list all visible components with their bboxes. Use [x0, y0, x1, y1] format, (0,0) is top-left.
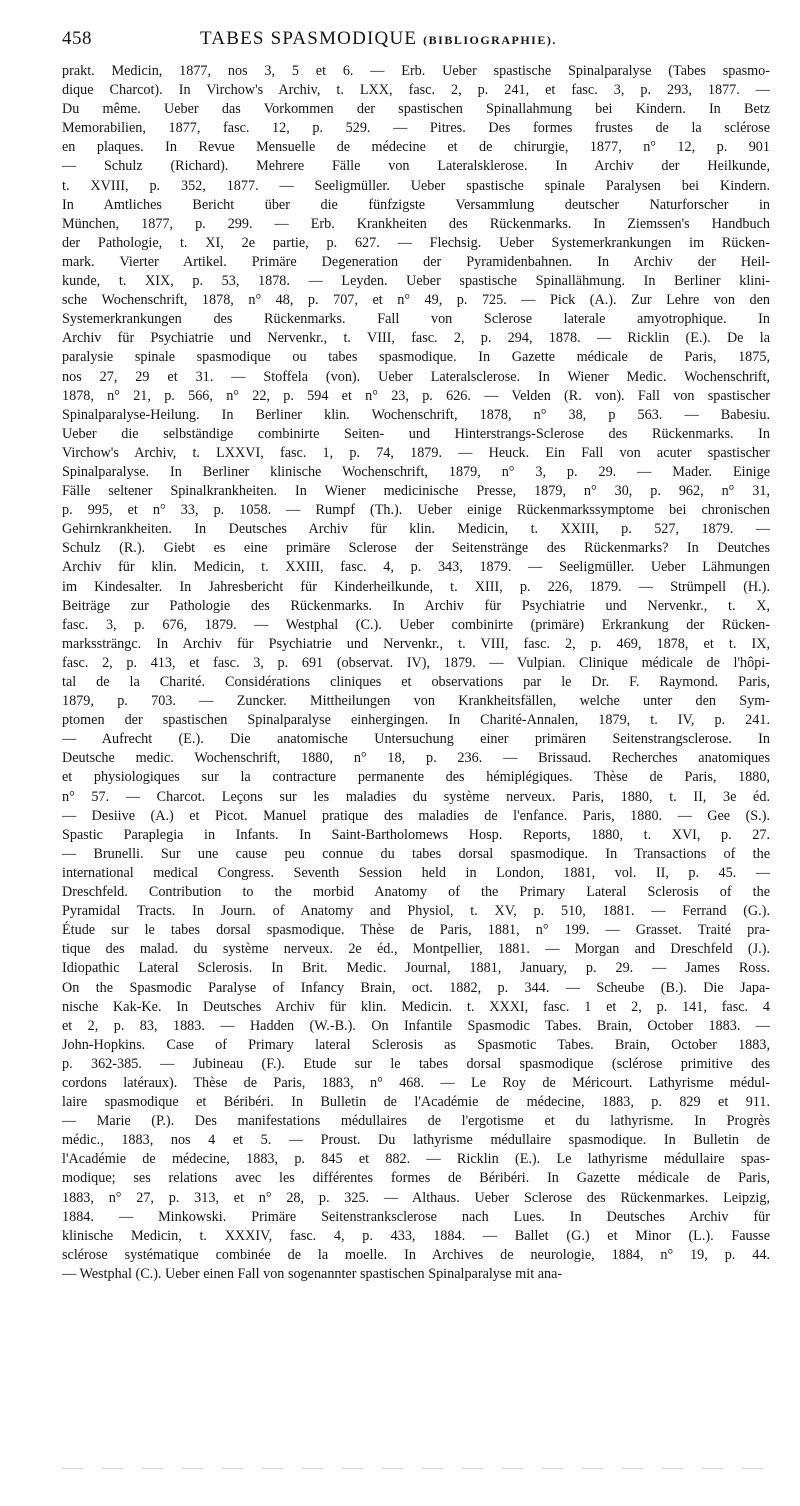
text-line: München, 1877, p. 299. — Erb. Krankheiten des Rückenmarks. In Ziemssen's Handbuch	[62, 215, 770, 232]
text-line: et 2, p. 83, 1883. — Hadden (W.-B.). On Infantile Spasmodic Tabes. Brain, October 1883. —	[62, 1017, 770, 1034]
text-line: Pyramidal Tracts. In Journ. of Anatomy and Physiol, t. XV, p. 510, 1881. — Ferrand (G.).	[62, 903, 770, 920]
text-line: nos 27, 29 et 31. — Stoffela (von). Ueber Lateralsclerose. In Wiener Medic. Wochenschrift,	[62, 368, 770, 385]
text-line: sche Wochenschrift, 1878, n° 48, p. 707, et n° 49, p. 725. — Pick (A.). Zur Lehre von den	[62, 292, 770, 309]
text-line: modique; ses relations avec les différentes formes de Béribéri. In Gazette médicale de Paris,	[62, 1170, 770, 1187]
text-line: en plaques. In Revue Mensuelle de médecine et de chirurgie, 1877, n° 12, p. 901	[62, 139, 770, 156]
text-line: Beiträge zur Pathologie des Rückenmarks. In Archiv für Psychiatrie und Nervenkr., t. X,	[62, 597, 770, 614]
text-line: 1883, n° 27, p. 313, et n° 28, p. 325. — Althaus. Ueber Sclerose des Rückenmarkes. Leipzig,	[62, 1189, 770, 1206]
text-line: Fälle seltener Spinalkrankheiten. In Wiener medicinische Presse, 1879, n° 30, p. 962, n° 31,	[62, 483, 770, 500]
text-line: p. 995, et n° 33, p. 1058. — Rumpf (Th.). Ueber einige Rückenmarkssymptome bei chronischen	[62, 502, 770, 519]
bibliography-body	[62, 62, 770, 1284]
text-line: nische Kak-Ke. In Deutsches Archiv für klin. Medicin. t. XXXI, fasc. 1 et 2, p. 141, fasc. 4	[62, 998, 770, 1015]
bleed-through-rule	[62, 1468, 770, 1469]
text-line: Du même. Ueber das Vorkommen der spastischen Spinallahmung bei Kindern. In Betz	[62, 101, 770, 118]
title-text: TABES SPASMODIQUE	[200, 28, 418, 49]
text-line: paralysie spinale spasmodique ou tabes spasmodique. In Gazette médicale de Paris, 1875,	[62, 349, 770, 366]
text-line: Systemerkrankungen des Rückenmarks. Fall von Sclerose laterale amyotrophique. In	[62, 311, 770, 328]
text-line: Gehirnkrankheiten. In Deutsches Archiv für klin. Medicin, t. XXIII, p. 527, 1879. —	[62, 521, 770, 538]
text-line: — Aufrecht (E.). Die anatomische Untersuchung einer primären Seitenstrangsclerose. In	[62, 731, 770, 748]
page-number: 458	[62, 28, 92, 49]
text-line: Spinalparalyse. In Berliner klinische Wochenschrift, 1879, n° 3, p. 29. — Mader. Einige	[62, 463, 770, 480]
text-line: Idiopathic Lateral Sclerosis. In Brit. Medic. Journal, 1881, January, p. 29. — James Ross.	[62, 960, 770, 977]
subtitle-text: (BIBLIOGRAPHIE).	[423, 33, 557, 47]
text-line: Virchow's Archiv, t. LXXVI, fasc. 1, p. 74, 1879. — Heuck. Ein Fall von acuter spastischer	[62, 444, 770, 461]
text-line: 1878, n° 21, p. 566, n° 22, p. 594 et n° 23, p. 626. — Velden (R. von). Fall von spastischer	[62, 387, 770, 404]
text-line: — Desiive (A.) et Picot. Manuel pratique des maladies de l'enfance. Paris, 1880. — Gee (S.).	[62, 807, 770, 824]
text-line: — Westphal (C.). Ueber einen Fall von sogenannter spastischen Spinalparalyse mit ana-	[62, 1265, 563, 1282]
text-line: John-Hopkins. Case of Primary lateral Sclerosis as Spasmotic Tabes. Brain, October 1883,	[62, 1036, 770, 1053]
text-line: fasc. 3, p. 676, 1879. — Westphal (C.). Ueber combinirte (primäre) Erkrankung der Rücken-	[62, 616, 770, 633]
text-line: et physiologiques sur la contracture permanente des hémiplégiques. Thèse de Paris, 1880,	[62, 769, 770, 786]
text-line: Archiv für klin. Medicin, t. XXIII, fasc. 4, p. 343, 1879. — Seeligmüller. Ueber Lähmungen	[62, 559, 770, 576]
text-line: Ueber die selbständige combinirte Seiten- und Hinterstrangs-Sclerose des Rückenmarks. In	[62, 425, 770, 442]
text-line: tal de la Charité. Considérations cliniques et observations par le Dr. F. Raymond. Paris,	[62, 674, 770, 690]
text-line: dique Charcot). In Virchow's Archiv, t. LXX, fasc. 2, p. 241, et fasc. 3, p. 293, 1877. —	[62, 82, 770, 99]
text-line: mark. Vierter Artikel. Primäre Degeneration der Pyramidenbahnen. In Archiv der Heil-	[62, 253, 770, 270]
page	[62, 28, 770, 1284]
text-line: sclérose systématique combinée de la moelle. In Archives de neurologie, 1884, n° 19, p. 44.	[62, 1246, 770, 1263]
text-line: Étude sur le tabes dorsal spasmodique. Thèse de Paris, 1881, n° 199. — Grasset. Traité pra-	[62, 922, 770, 939]
text-line: im Kindesalter. In Jahresbericht für Kinderheilkunde, t. XIII, p. 226, 1879. — Strümpell (H.).	[62, 578, 770, 595]
text-line: t. XVIII, p. 352, 1877. — Seeligmüller. Ueber spastische spinale Paralysen bei Kindern.	[62, 177, 770, 194]
text-line: Spastic Paraplegia in Infants. In Saint-Bartholomews Hosp. Reports, 1880, t. XVI, p. 27.	[62, 826, 770, 843]
text-line: Deutsche medic. Wochenschrift, 1880, n° 18, p. 236. — Brissaud. Recherches anatomiques	[62, 750, 770, 767]
text-line: prakt. Medicin, 1877, nos 3, 5 et 6. — Erb. Ueber spastische Spinalparalyse (Tabes spasmo-	[62, 63, 770, 79]
text-line: ptomen der spastischen Spinalparalyse einhergingen. In Charité-Annalen, 1879, t. IV, p. 241.	[62, 712, 770, 729]
text-line: Memorabilien, 1877, fasc. 12, p. 529. — Pitres. Des formes frustes de la sclérose	[62, 120, 770, 137]
text-line: Dreschfeld. Contribution to the morbid Anatomy of the Primary Lateral Sclerosis of the	[62, 884, 770, 901]
text-line: 1879, p. 703. — Zuncker. Mittheilungen von Krankheitsfällen, welche unter den Sym-	[62, 693, 770, 710]
text-line: markssträngc. In Archiv für Psychiatrie und Nervenkr., t. VIII, fasc. 2, p. 469, 1878, et t. IX,	[62, 635, 770, 652]
text-line: p. 362-385. — Jubineau (F.). Etude sur le tabes dorsal spasmodique (sclérose primitive des	[62, 1055, 770, 1072]
text-line: In Amtliches Bericht über die fünfzigste Versammlung deutscher Naturforscher in	[62, 196, 770, 213]
text-line: n° 57. — Charcot. Leçons sur les maladies du système nerveux. Paris, 1880, t. II, 3e éd.	[62, 788, 770, 805]
text-line: l'Académie de médecine, 1883, p. 845 et 882. — Ricklin (E.). Le lathyrisme médullaire spas-	[62, 1151, 770, 1168]
text-line: Spinalparalyse-Heilung. In Berliner klin. Wochenschrift, 1878, n° 38, p 563. — Babesiu.	[62, 406, 770, 423]
text-line: On the Spasmodic Paralyse of Infancy Brain, oct. 1882, p. 344. — Scheube (B.). Die Japa-	[62, 979, 770, 996]
text-line: 1884. — Minkowski. Primäre Seitenstranksclerose nach Lues. In Deutsches Archiv für	[62, 1208, 770, 1225]
text-line: der Pathologie, t. XI, 2e partie, p. 627. — Flechsig. Ueber Systemerkrankungen im Rücken-	[62, 234, 770, 251]
text-line: fasc. 2, p. 413, et fasc. 3, p. 691 (observat. IV), 1879. — Vulpian. Clinique médicale de l'hôpi-	[62, 654, 770, 671]
text-line: — Brunelli. Sur une cause peu connue du tabes dorsal spasmodique. In Transactions of the	[62, 845, 770, 862]
header-title	[200, 28, 557, 50]
text-line: kunde, t. XIX, p. 53, 1878. — Leyden. Ueber spastische Spinallähmung. In Berliner klini-	[62, 273, 770, 290]
text-line: — Marie (P.). Des manifestations médullaires de l'ergotisme et du lathyrisme. In Progrès	[62, 1113, 770, 1130]
text-line: cordons latéraux). Thèse de Paris, 1883, n° 468. — Le Roy de Méricourt. Lathyrisme médul-	[62, 1074, 770, 1091]
text-line: klinische Medicin, t. XXXIV, fasc. 4, p. 433, 1884. — Ballet (G.) et Minor (L.). Fausse	[62, 1227, 770, 1244]
text-line: Schulz (R.). Giebt es eine primäre Sclerose der Seitenstränge des Rückenmarks? In Deutches	[62, 540, 770, 557]
text-line: international medical Congress. Seventh Session held in London, 1881, vol. II, p. 45. —	[62, 864, 770, 881]
text-line: Archiv für Psychiatrie und Nervenkr., t. VIII, fasc. 2, p. 294, 1878. — Ricklin (E.). De la	[62, 330, 770, 347]
text-line: tique des malad. du système nerveux. 2e éd., Montpellier, 1881. — Morgan and Dreschfeld (J.).	[62, 941, 770, 958]
text-line: médic., 1883, nos 4 et 5. — Proust. Du lathyrisme médullaire spasmodique. In Bulletin de	[62, 1132, 770, 1149]
running-head	[62, 28, 770, 62]
text-line: — Schulz (Richard). Mehrere Fälle von Lateralsklerose. In Archiv der Heilkunde,	[62, 158, 770, 175]
text-line: laire spasmodique et Béribéri. In Bulletin de l'Académie de médecine, 1883, p. 829 et 911.	[62, 1094, 770, 1111]
